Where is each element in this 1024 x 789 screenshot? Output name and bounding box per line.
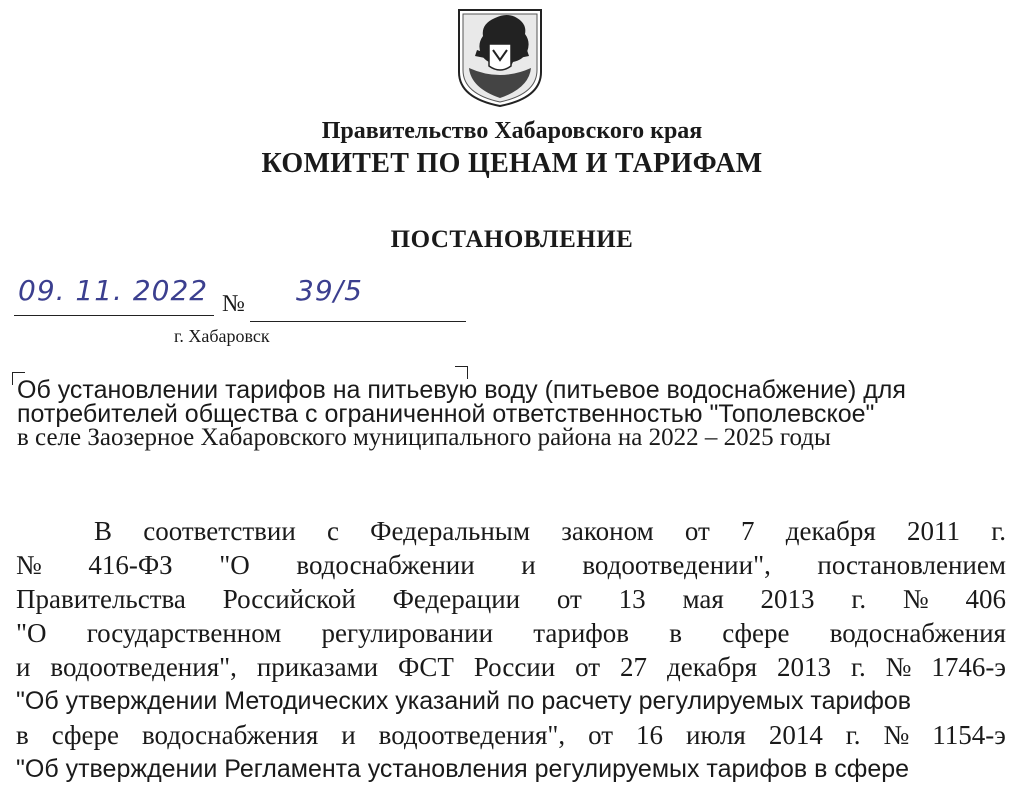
word: водоснабжения [141, 720, 319, 750]
word: Федерации [392, 584, 521, 614]
word: г. [991, 516, 1006, 546]
word: № [883, 720, 910, 750]
word: с [326, 516, 339, 546]
word: и [16, 652, 31, 682]
word: водоснабжения [829, 618, 1006, 648]
body-line [16, 548, 1006, 582]
word: тарифов [533, 618, 630, 648]
word: 7 [741, 516, 755, 546]
body-line [16, 616, 1006, 650]
document-number: 39/5 [296, 274, 363, 307]
word: и [341, 720, 356, 750]
word: сфере [722, 618, 790, 648]
word: от [556, 584, 582, 614]
word: "О [16, 618, 47, 648]
document-city: г. Хабаровск [174, 326, 270, 346]
body-line [16, 582, 1006, 616]
word: сфере [51, 720, 119, 750]
word: от [575, 652, 601, 682]
word: водоотведении", [582, 550, 771, 580]
document-subject [17, 378, 1007, 450]
word: г. [845, 720, 861, 750]
word: ФСТ [398, 652, 454, 682]
word: декабря [666, 652, 758, 682]
word: и [521, 550, 536, 580]
subject-line: Об установлении тарифов на питьевую воду (питьевое водоснабжение) для [17, 376, 906, 404]
word: 13 [618, 584, 646, 614]
word: в [669, 618, 682, 648]
document-body [16, 514, 1006, 786]
subject-line: потребителей общества с ограниченной ответственностью "Тополевское" [17, 400, 875, 428]
word: Правительства [16, 584, 186, 614]
document-type: ПОСТАНОВЛЕНИЕ [390, 226, 634, 253]
date-underline [14, 315, 214, 316]
word: В [94, 516, 113, 546]
word: 2013 [777, 652, 831, 682]
word: Федеральным [370, 516, 531, 546]
word: 2011 [907, 516, 961, 546]
body-line [16, 718, 1006, 752]
word: от [684, 516, 710, 546]
word: "О [219, 550, 250, 580]
word: регулировании [321, 618, 494, 648]
word: 2013 [760, 584, 815, 614]
document-date: 09. 11. 2022 [18, 274, 209, 307]
word: приказами [256, 652, 379, 682]
word: водоснабжении [296, 550, 475, 580]
khabarovsk-coat-of-arms-icon [455, 6, 545, 110]
word: 1154-э [932, 720, 1006, 750]
word: г. [850, 652, 866, 682]
word: 1746-э [931, 652, 1006, 682]
body-line [16, 514, 1006, 548]
word: водоотведения", [378, 720, 566, 750]
government-name: Правительство Хабаровского края [321, 118, 703, 144]
word: в [16, 720, 29, 750]
body-line: "Об утверждении Методических указаний по расчету регулируемых тарифов [16, 687, 912, 715]
word: 416-ФЗ [88, 550, 173, 580]
number-sign: № [222, 291, 245, 317]
word: законом [561, 516, 654, 546]
word: от [588, 720, 614, 750]
word: Российской [222, 584, 356, 614]
word: 27 [620, 652, 648, 682]
word: г. [851, 584, 867, 614]
word: № [16, 550, 42, 580]
number-underline [250, 321, 466, 322]
word: декабря [785, 516, 876, 546]
word: июля [686, 720, 746, 750]
word: № [902, 584, 929, 614]
word: 2014 [768, 720, 823, 750]
word: 16 [636, 720, 664, 750]
word: 406 [965, 584, 1006, 614]
word: № [885, 652, 912, 682]
body-line: "Об утверждении Регламента установления регулируемых тарифов в сфере [16, 755, 910, 783]
subject-line: в селе Заозерное Хабаровского муниципального района на 2022 – 2025 годы [17, 424, 831, 451]
word: постановлением [817, 550, 1006, 580]
word: России [473, 652, 556, 682]
word: государственном [86, 618, 282, 648]
word: водоотведения", [50, 652, 237, 682]
word: соответствии [143, 516, 296, 546]
committee-name: КОМИТЕТ ПО ЦЕНАМ И ТАРИФАМ [261, 148, 763, 179]
word: мая [682, 584, 724, 614]
body-line [16, 650, 1006, 684]
